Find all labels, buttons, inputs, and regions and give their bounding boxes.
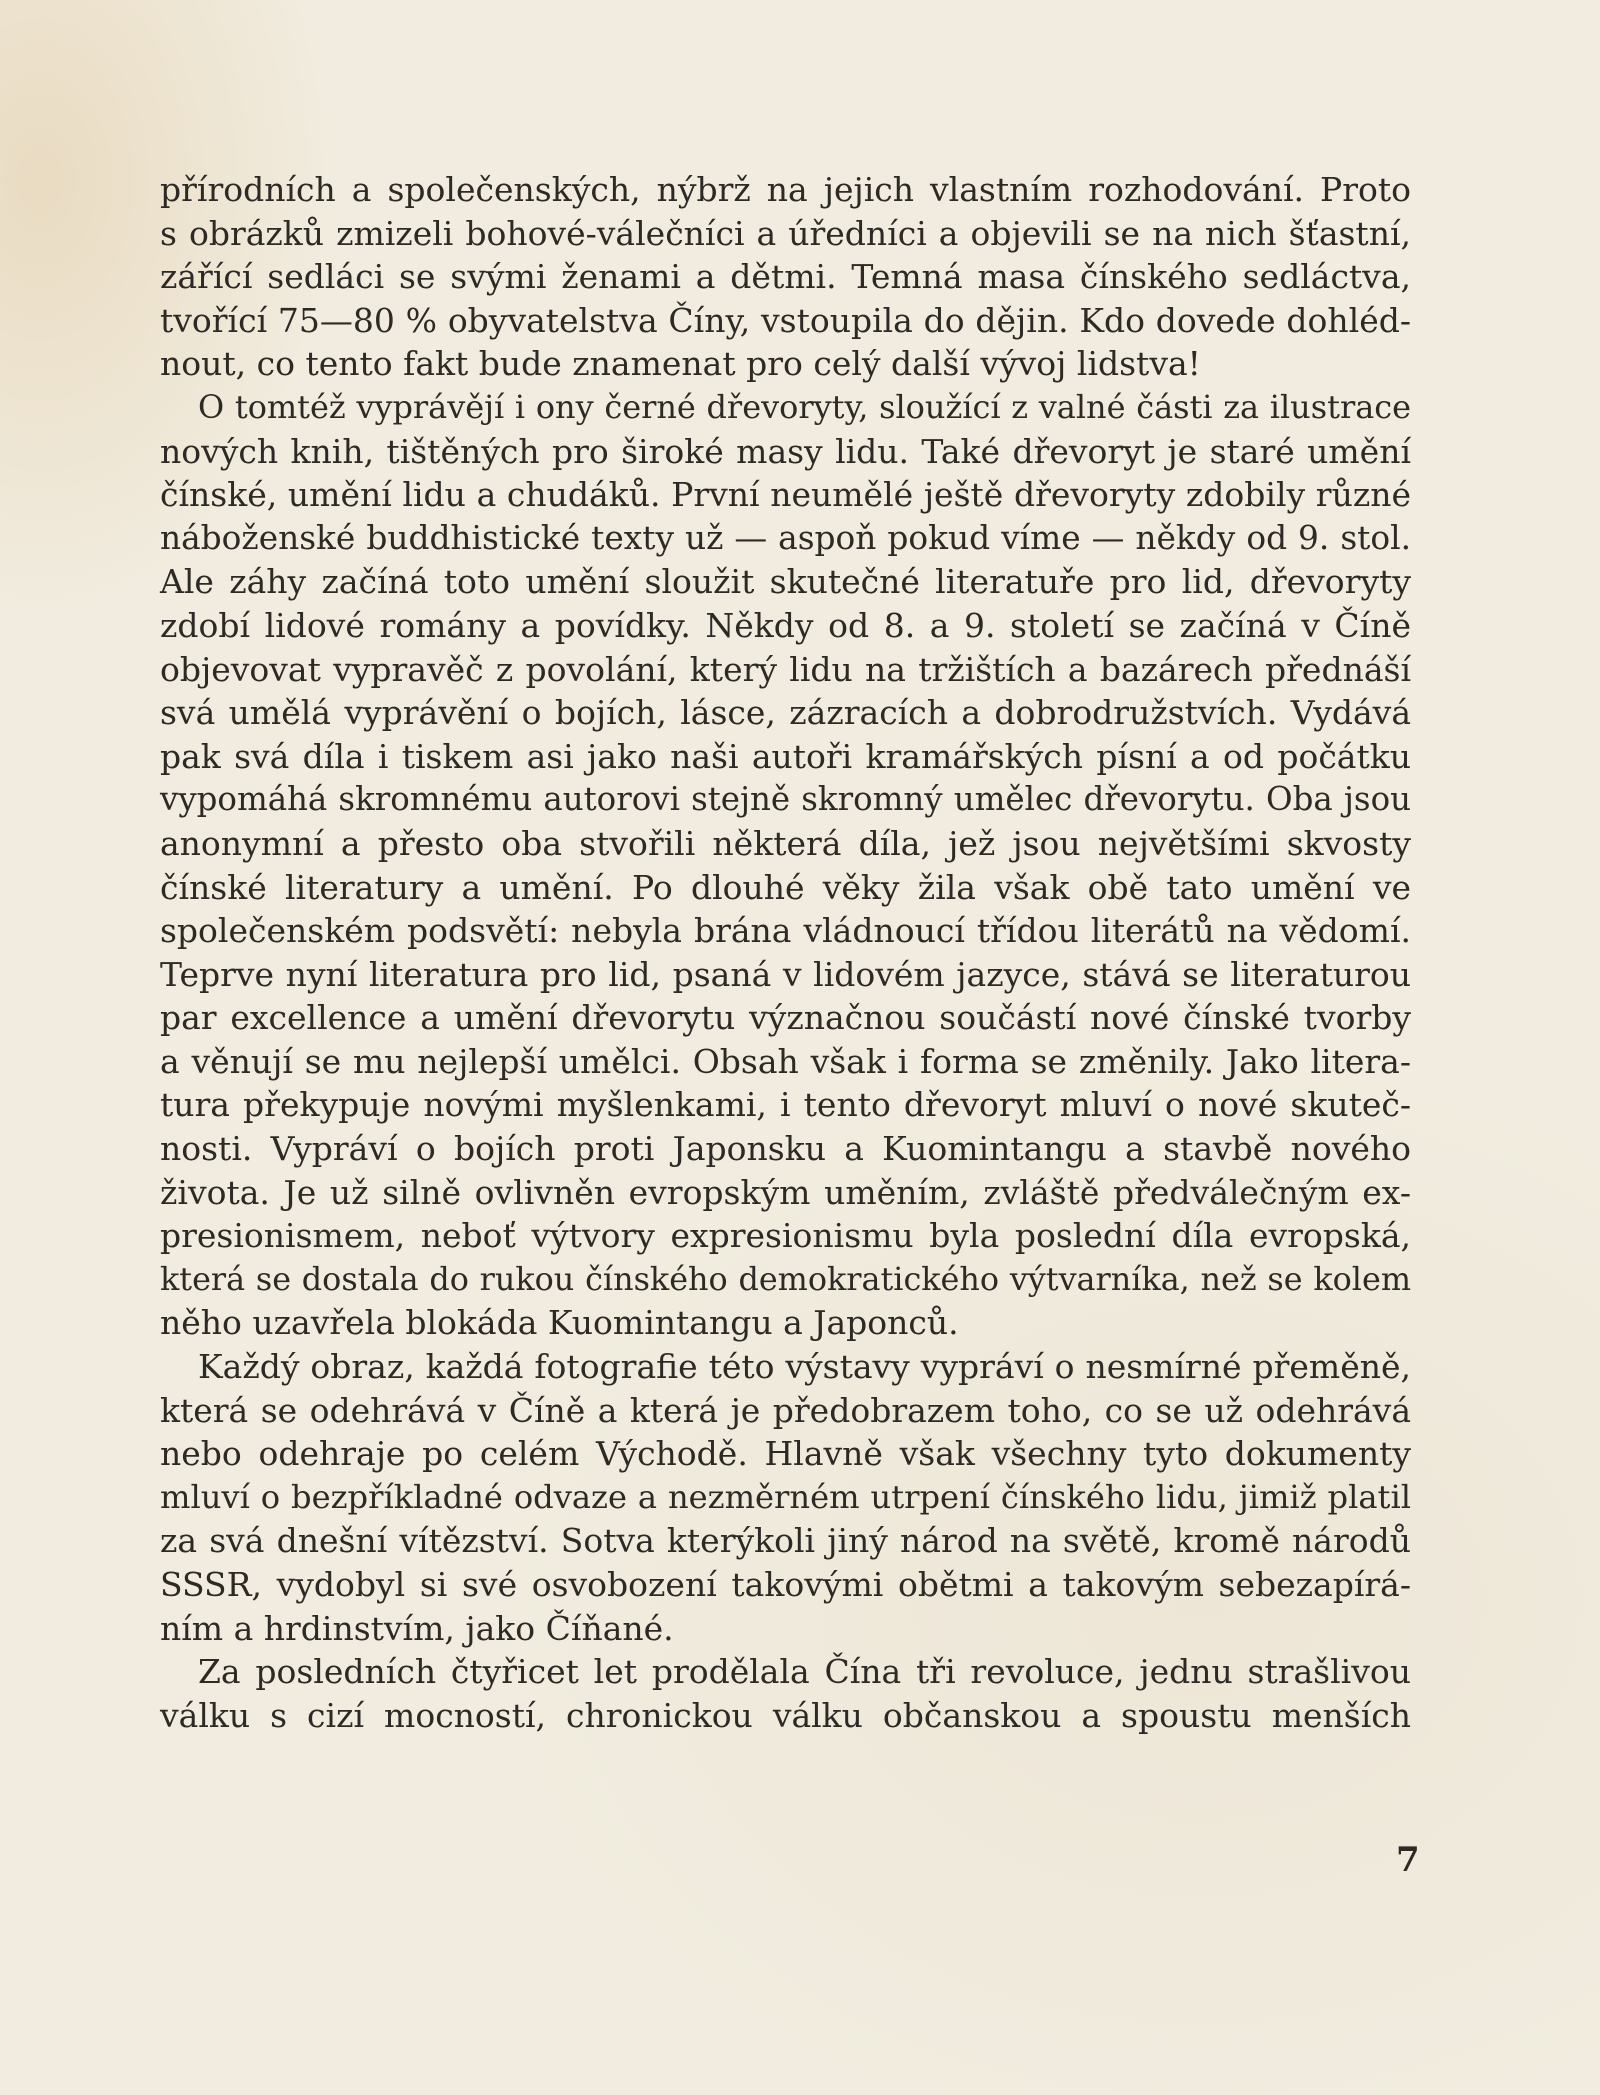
paragraph-first-line: O tomtéž vyprávějí i ony černé dřevoryty, sloužící z valné části za ilustrace xyxy=(198,387,1411,426)
text-line: par excellence a umění dřevorytu význačnou součástí nové čínské tvorby xyxy=(160,998,1411,1038)
text-line: života. Je už silně ovlivněn evropským uměním, zvláště předválečným ex- xyxy=(160,1172,1411,1212)
text-line: presionismem, neboť výtvory expresionismu byla poslední díla evropská, xyxy=(160,1216,1411,1256)
text-line: náboženské buddhistické texty už — aspoň pokud víme — někdy od 9. stol. xyxy=(160,518,1411,557)
text-line: nových knih, tištěných pro široké masy lidu. Také dřevoryt je staré umění xyxy=(160,431,1411,471)
text-line: objevovat vypravěč z povolání, který lidu na tržištích a bazárech přednáší xyxy=(160,649,1411,689)
text-line: mluví o bezpříkladné odvaze a nezměrném utrpení čínského lidu, jimiž platil xyxy=(160,1477,1411,1516)
text-line: válku s cizí mocností, chronickou válku občanskou a spoustu menších xyxy=(160,1695,1411,1735)
text-line: vypomáhá skromnému autorovi stejně skromný umělec dřevorytu. Oba jsou xyxy=(160,780,1411,819)
text-line: nebo odehraje po celém Východě. Hlavně však všechny tyto dokumenty xyxy=(160,1434,1411,1474)
text-line: zdobí lidové romány a povídky. Někdy od 8. a 9. století se začíná v Číně xyxy=(160,605,1411,645)
text-line: a věnují se mu nejlepší umělci. Obsah však i forma se změnily. Jako litera- xyxy=(160,1041,1411,1081)
text-line: zářící sedláci se svými ženami a dětmi. Temná masa čínského sedláctva, xyxy=(160,257,1411,297)
text-line: s obrázků zmizeli bohové-válečníci a úředníci a objevili se na nich šťastní, xyxy=(160,213,1411,253)
text-line: která se odehrává v Číně a která je předobrazem toho, co se už odehrává xyxy=(160,1390,1411,1430)
text-line: tvořící 75—80 % obyvatelstva Číny, vstoupila do dějin. Kdo dovede dohléd- xyxy=(160,300,1411,340)
text-line: ním a hrdinstvím, jako Číňané. xyxy=(160,1608,674,1648)
paragraph-first-line: Za posledních čtyřicet let prodělala Čína tři revoluce, jednu strašlivou xyxy=(198,1652,1411,1692)
text-line: která se dostala do rukou čínského demokratického výtvarníka, než se kolem xyxy=(160,1259,1411,1298)
text-line: pak svá díla i tiskem asi jako naši autoři kramářských písní a od počátku xyxy=(160,736,1411,776)
body-text xyxy=(160,168,1411,1737)
text-line: nosti. Vypráví o bojích proti Japonsku a Kuomintangu a stavbě nového xyxy=(160,1129,1411,1169)
text-line: SSSR, vydobyl si své osvobození takovými obětmi a takovým sebezapírá- xyxy=(160,1565,1411,1604)
text-line: za svá dnešní vítězství. Sotva kterýkoli jiný národ na světě, kromě národů xyxy=(160,1521,1411,1561)
text-line: společenském podsvětí: nebyla brána vládnoucí třídou literátů na vědomí. xyxy=(160,911,1411,951)
text-line: přírodních a společenských, nýbrž na jejich vlastním rozhodování. Proto xyxy=(160,170,1411,209)
page-number: 7 xyxy=(1396,1840,1420,1880)
paragraph-first-line: Každý obraz, každá fotografie této výstavy vypráví o nesmírné přeměně, xyxy=(198,1347,1411,1387)
text-line: něho uzavřela blokáda Kuomintangu a Japonců. xyxy=(160,1303,959,1343)
text-line: čínské, umění lidu a chudáků. První neumělé ještě dřevoryty zdobily různé xyxy=(160,475,1411,515)
text-line: Ale záhy začíná toto umění sloužit skutečné literatuře pro lid, dřevoryty xyxy=(160,562,1411,602)
text-line: čínské literatury a umění. Po dlouhé věky žila však obě tato umění ve xyxy=(160,867,1411,907)
text-line: tura překypuje novými myšlenkami, i tento dřevoryt mluví o nové skuteč- xyxy=(160,1085,1411,1125)
text-line: nout, co tento fakt bude znamenat pro celý další vývoj lidstva! xyxy=(160,344,1201,384)
text-line: anonymní a přesto oba stvořili některá díla, jež jsou největšími skvosty xyxy=(160,823,1411,863)
text-line: svá umělá vyprávění o bojích, lásce, zázracích a dobrodružstvích. Vydává xyxy=(160,693,1411,733)
text-line: Teprve nyní literatura pro lid, psaná v lidovém jazyce, stává se literaturou xyxy=(160,954,1411,994)
